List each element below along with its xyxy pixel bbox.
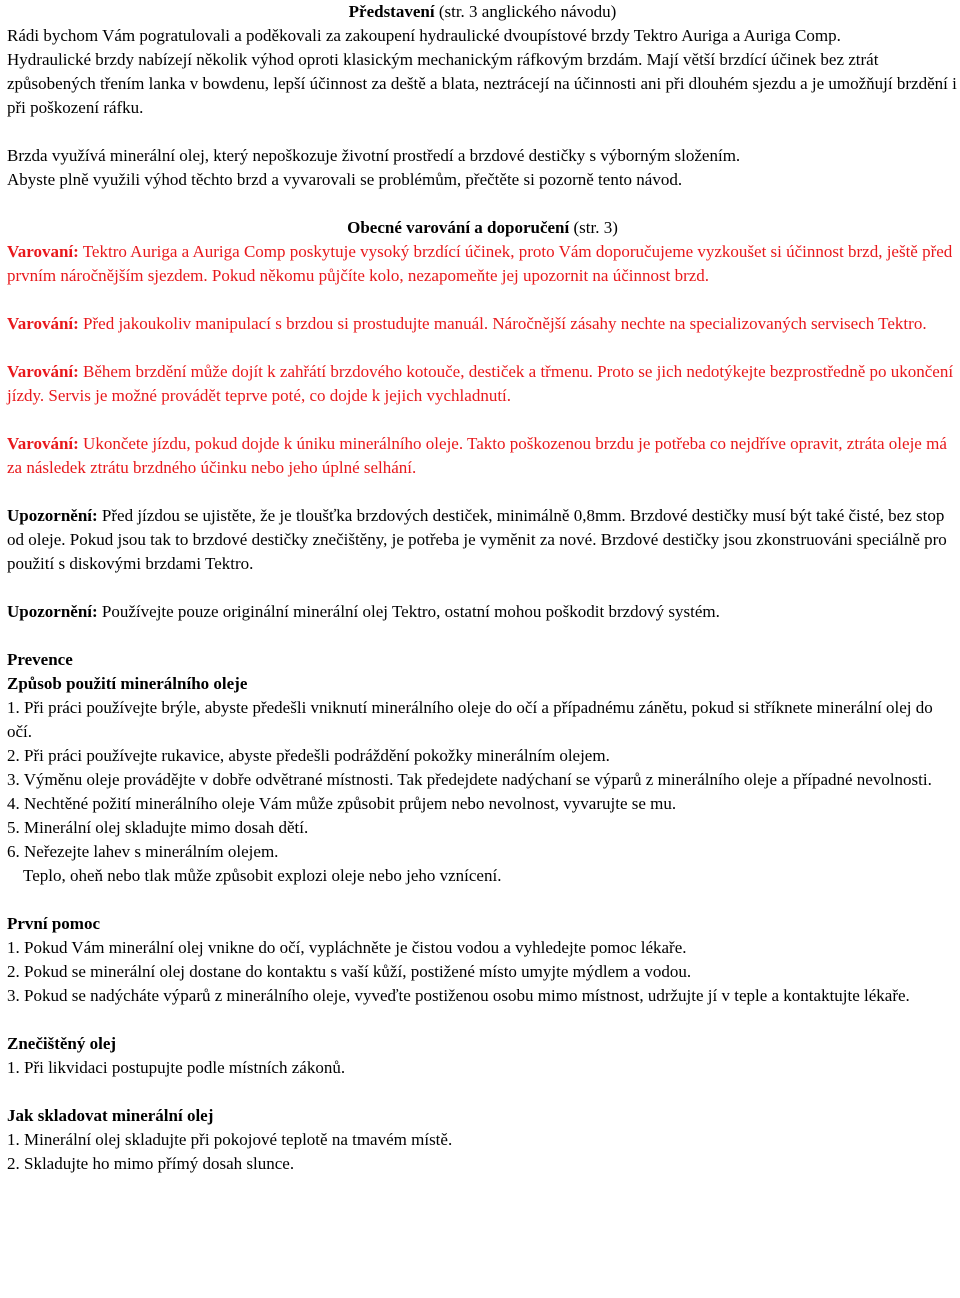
list-item: 1. Při práci používejte brýle, abyste předešli vniknutí minerálního oleje do očí a případnému zánětu, pokud si stříknete minerální olej do očí.: [7, 698, 933, 741]
warning-3: [7, 360, 958, 408]
warning-label: Varování:: [7, 434, 79, 453]
prevention-subheading: [7, 672, 958, 696]
list-item: 1. Minerální olej skladujte při pokojové teplotě na tmavém místě.: [7, 1130, 453, 1149]
warning-4: [7, 432, 958, 480]
intro-heading-bold: Představení: [348, 2, 435, 21]
storage-heading-text: Jak skladovat minerální olej: [7, 1106, 214, 1125]
intro-heading-rest: (str. 3 anglického návodu): [434, 2, 617, 21]
notice-text: Používejte pouze originální minerální olej Tektro, ostatní mohou poškodit brzdový systém.: [97, 602, 720, 621]
warning-1: [7, 240, 958, 288]
list-item: 1. Pokud Vám minerální olej vnikne do očí, vypláchněte je čistou vodou a vyhledejte pomoc lékaře.: [7, 938, 687, 957]
notice-text: Před jízdou se ujistěte, že je tloušťka brzdových destiček, minimálně 0,8mm. Brzdové destičky musí být také čisté, bez stop od oleje. Pokud jsou tak to brzdové destičky znečištěny, je potřeba je vyměnit za nové. Brzdové destičky jsou zkonstruováni speciálně pro použití s diskovými brzdami Tektro.: [7, 506, 947, 573]
list-item: 6. Neřezejte lahev s minerálním olejem.: [7, 842, 279, 861]
notice-2: [7, 600, 958, 624]
list-item: 2. Pokud se minerální olej dostane do kontaktu s vaší kůží, postižené místo umyjte mýdlem a vodou.: [7, 962, 692, 981]
notice-1: [7, 504, 958, 576]
first-aid-heading: [7, 912, 958, 936]
warnings-heading-rest: (str. 3): [569, 218, 618, 237]
prevention-heading: [7, 648, 958, 672]
storage-heading: [7, 1104, 958, 1128]
intro-paragraph-4: Abyste plně využili výhod těchto brzd a vyvarovali se problémům, přečtěte si pozorně tento návod.: [7, 170, 683, 189]
warnings-heading: [7, 216, 958, 240]
list-item: 1. Při likvidaci postupujte podle místních zákonů.: [7, 1058, 346, 1077]
contaminated-oil-heading: [7, 1032, 958, 1056]
list-item: 3. Výměnu oleje provádějte v dobře odvětrané místnosti. Tak předejdete nadýchaní se výparů z minerálního oleje a případné nevolnosti.: [7, 770, 932, 789]
first-aid-heading-text: První pomoc: [7, 914, 101, 933]
warning-text: Tektro Auriga a Auriga Comp poskytuje vysoký brzdící účinek, proto Vám doporučujeme vyzkoušet si účinnost brzd, ještě před prvním náročnějším sjezdem. Pokud někomu půjčíte kolo, nezapomeňte jej upozornit na účinnost brzd.: [7, 242, 953, 285]
intro-paragraph-3: Brzda využívá minerální olej, který nepoškozuje životní prostředí a brzdové destičky s výborným složením.: [7, 146, 741, 165]
contaminated-oil-heading-text: Znečištěný olej: [7, 1034, 117, 1053]
list-item: 2. Při práci používejte rukavice, abyste předešli podráždění pokožky minerálním olejem.: [7, 746, 610, 765]
warning-text: Během brzdění může dojít k zahřátí brzdového kotouče, destiček a třmenu. Proto se jich nedotýkejte bezprostředně po ukončení jízdy. Servis je možné provádět teprve poté, co dojde k jejich vychladnutí.: [7, 362, 954, 405]
prevention-note: Teplo, oheň nebo tlak může způsobit explozi oleje nebo jeho vznícení.: [23, 866, 502, 885]
warnings-heading-bold: Obecné varování a doporučení: [347, 218, 570, 237]
list-item: 5. Minerální olej skladujte mimo dosah dětí.: [7, 818, 309, 837]
notice-label: Upozornění:: [7, 602, 98, 621]
warning-text: Před jakoukoliv manipulací s brzdou si prostudujte manuál. Náročnější zásahy nechte na specializovaných servisech Tektro.: [78, 314, 927, 333]
warning-label: Varování:: [7, 362, 79, 381]
warning-label: Varovaní:: [7, 242, 79, 261]
intro-paragraph-2: Hydraulické brzdy nabízejí několik výhod oproti klasickým mechanickým ráfkovým brzdám. Mají větší brzdící účinek bez ztrát způsobených třením lanka v bowdenu, lepší účinnost za deště a blata, neztrácejí na účinnosti ani při dlouhém sjezdu a je umožňují brzdění i při poškození ráfku.: [7, 50, 957, 117]
list-item: 4. Nechtěné požití minerálního oleje Vám může způsobit průjem nebo nevolnost, vyvarujte se mu.: [7, 794, 677, 813]
list-item: 2. Skladujte ho mimo přímý dosah slunce.: [7, 1154, 295, 1173]
intro-paragraph-1: Rádi bychom Vám pogratulovali a poděkovali za zakoupení hydraulické dvoupístové brzdy Tektro Auriga a Auriga Comp.: [7, 26, 841, 45]
prevention-subheading-text: Způsob použití minerálního oleje: [7, 674, 248, 693]
warning-text: Ukončete jízdu, pokud dojde k úniku minerálního oleje. Takto poškozenou brzdu je potřeba co nejdříve opravit, ztráta oleje má za následek ztrátu brzdného účinku nebo jeho úplné selhání.: [7, 434, 947, 477]
list-item: 3. Pokud se nadýcháte výparů z minerálního oleje, vyveďte postiženou osobu mimo místnost, udržujte jí v teple a kontaktujte lékaře.: [7, 986, 910, 1005]
notice-label: Upozornění:: [7, 506, 98, 525]
warning-2: [7, 312, 958, 336]
prevention-heading-text: Prevence: [7, 650, 73, 669]
warning-label: Varování:: [7, 314, 79, 333]
intro-heading: [7, 0, 958, 24]
